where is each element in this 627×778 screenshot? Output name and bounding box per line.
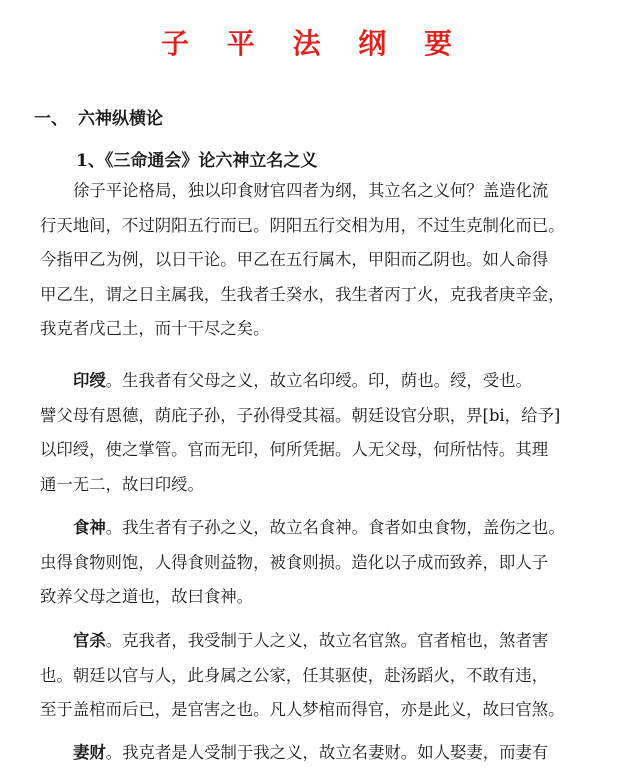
section-heading bbox=[34, 104, 163, 129]
keyword-yinshou: 印绶 bbox=[73, 371, 106, 390]
text-line: 以印绶，使之掌管。官而无印，何所凭据。人无父母，何所怙恃。其理 bbox=[40, 440, 549, 459]
text-line: 通一无二，故曰印绶。 bbox=[40, 474, 204, 494]
text-line: 甲乙生，谓之日主属我，生我者壬癸水，我生者丙丁火，克我者庚辛金， bbox=[40, 284, 565, 304]
keyword-shishen: 食神 bbox=[73, 518, 106, 537]
yinshou-paragraph bbox=[40, 364, 600, 502]
section-number: 一、 bbox=[34, 109, 68, 129]
text-line bbox=[40, 624, 600, 659]
text-run: 。生我者有父母之义，故立名印绶。印，荫也。绶，受也。 bbox=[105, 371, 532, 390]
text-line: 我克者戊己土，而十干尽之矣。 bbox=[40, 319, 270, 338]
text-line bbox=[40, 511, 600, 546]
text-line: 徐子平论格局，独以印食财官四者为纲，其立名之义何？盖造化流 bbox=[73, 181, 549, 200]
shishen-paragraph bbox=[40, 511, 600, 615]
section-label: 六神纵横论 bbox=[78, 109, 163, 129]
text-line: 虫得食物则饱，人得食则益物，被食则损。造化以子成而致养，即人子 bbox=[40, 552, 549, 572]
keyword-guansha: 官杀 bbox=[73, 631, 106, 650]
document-title: 子 平 法 纲 要 bbox=[161, 27, 466, 60]
qicai-paragraph bbox=[40, 736, 600, 771]
text-line: 也。朝廷以官与人，此身属之公家，任其驱使，赴汤蹈火，不敢有违， bbox=[40, 665, 549, 685]
text-line: 致养父母之道也，故曰食神。 bbox=[40, 587, 254, 606]
intro-paragraph bbox=[40, 174, 600, 347]
subsection-heading: 1、《三命通会》论六神立名之义 bbox=[76, 151, 318, 171]
text-line: 行天地间，不过阴阳五行而已。阴阳五行交相为用，不过生克制化而已。 bbox=[40, 215, 565, 235]
text-line bbox=[40, 364, 600, 399]
text-run: 。我生者有子孙之义，故立名食神。食者如虫食物，盖伤之也。 bbox=[105, 518, 565, 537]
text-line: 譬父母有恩德，荫庇子孙，子孙得受其福。朝廷设官分职，畀[bi，给予] bbox=[40, 405, 561, 425]
text-line: 今指甲乙为例，以日干论。甲乙在五行属木，甲阳而乙阴也。如人命得 bbox=[40, 250, 549, 269]
text-line: 至于盖棺而后已，是官害之也。凡人梦棺而得官，亦是此义，故曰官煞。 bbox=[40, 700, 565, 719]
keyword-qicai: 妻财 bbox=[73, 743, 106, 762]
text-line bbox=[40, 736, 600, 771]
guansha-paragraph bbox=[40, 624, 600, 728]
text-run: 。克我者，我受制于人之义，故立名官煞。官者棺也，煞者害 bbox=[105, 631, 549, 650]
text-run: 。我克者是人受制于我之义，故立名妻财。如人娶妻，而妻有 bbox=[105, 743, 549, 762]
